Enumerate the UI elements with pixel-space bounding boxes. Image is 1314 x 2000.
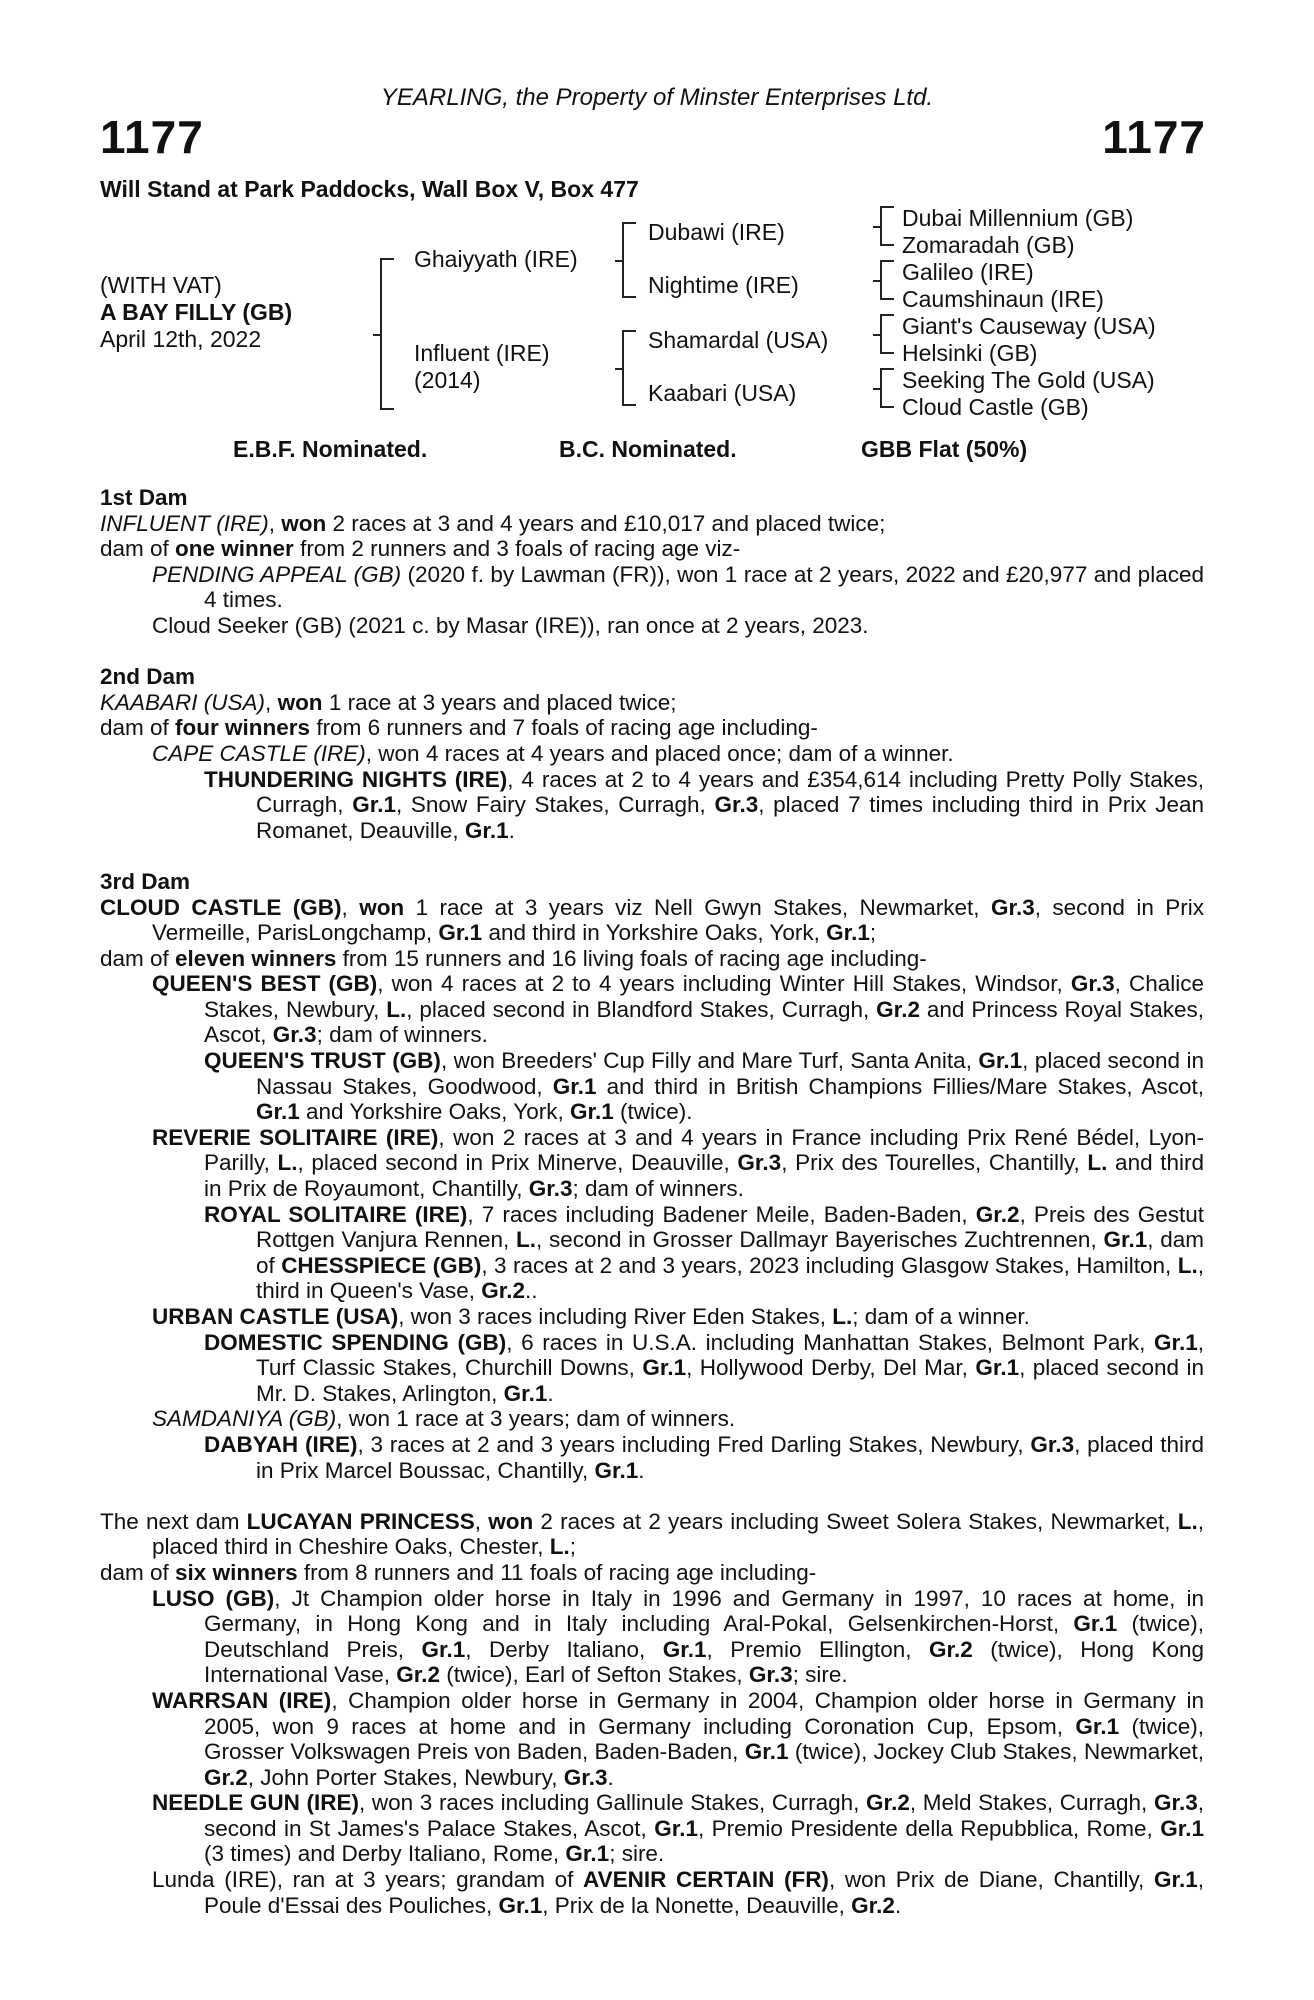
- pedigree-paragraph: ROYAL SOLITAIRE (IRE), 7 races including Badener Meile, Baden-Baden, Gr.2, Preis des Gestut Rottgen Vanjura Rennen, L., second in Grosser Dallmayr Bayerisches Zuchtrennen, Gr.1, dam of CHESSPIECE (GB), 3 races at 2 and 3 years, 2023 including Glasgow Stakes, Hamilton, L., third in Queen's Vase, Gr.2..: [204, 1201, 1205, 1304]
- dam-sire: Shamardal (USA): [648, 327, 829, 353]
- lot-number-right: 1177: [1102, 111, 1206, 163]
- pedigree-paragraph: KAABARI (USA), won 1 race at 3 years and placed twice;: [100, 689, 677, 715]
- pedigree-paragraph: DOMESTIC SPENDING (GB), 6 races in U.S.A. including Manhattan Stakes, Belmont Park, Gr.1, Turf Classic Stakes, Churchill Downs, Gr.1, Hollywood Derby, Del Mar, Gr.1, placed second in Mr. D. Stakes, Arlington, Gr.1.: [204, 1329, 1204, 1406]
- third-dam-text: [100, 895, 1204, 1484]
- dam-dam-dam: Cloud Castle (GB): [902, 394, 1089, 420]
- second-dam-text: [100, 690, 1204, 844]
- brace-sire-parents: [622, 222, 636, 298]
- sire-dam: Nightime (IRE): [648, 272, 799, 298]
- pedigree-paragraph: dam of one winner from 2 runners and 3 foals of racing age viz-: [100, 536, 741, 562]
- brace-first-generation: [380, 258, 394, 410]
- pedigree-paragraph: REVERIE SOLITAIRE (IRE), won 2 races at 3 and 4 years in France including Prix René Bédel, Lyon-Parilly, L., placed second in Prix Minerve, Deauville, Gr.3, Prix des Tourelles, Chantilly, L. and third in Prix de Royaumont, Chantilly, Gr.3; dam of winners.: [152, 1124, 1205, 1202]
- pedigree-paragraph: Cloud Seeker (GB) (2021 c. by Masar (IRE)), ran once at 2 years, 2023.: [152, 612, 869, 638]
- sire-sire-sire: Dubai Millennium (GB): [902, 205, 1134, 231]
- second-dam-heading: 2nd Dam: [100, 664, 196, 690]
- stand-location: Will Stand at Park Paddocks, Wall Box V, Box 477: [100, 176, 639, 202]
- pedigree-paragraph: DABYAH (IRE), 3 races at 2 and 3 years including Fred Darling Stakes, Newbury, Gr.3, placed third in Prix Marcel Boussac, Chantilly, Gr.1.: [204, 1431, 1205, 1483]
- pedigree-paragraph: dam of eleven winners from 15 runners and 16 living foals of racing age including-: [100, 945, 927, 971]
- dam-sire-sire: Giant's Causeway (USA): [902, 313, 1156, 339]
- sire-sire: Dubawi (IRE): [648, 219, 785, 245]
- vendor-subtitle: YEARLING, the Property of Minster Enterprises Ltd.: [380, 84, 934, 111]
- next-dam-text: [100, 1509, 1204, 1919]
- sire-sire-dam: Zomaradah (GB): [902, 232, 1075, 258]
- dam-name: Influent (IRE): [414, 340, 550, 366]
- first-dam-heading: 1st Dam: [100, 485, 188, 510]
- brace-ds-parents: [880, 314, 894, 354]
- pedigree-paragraph: URBAN CASTLE (USA), won 3 races including River Eden Stakes, L.; dam of a winner.: [152, 1304, 1030, 1329]
- pedigree-paragraph: WARRSAN (IRE), Champion older horse in Germany in 2004, Champion older horse in Germany in 2005, won 9 races at home and in Germany including Coronation Cup, Epsom, Gr.1 (twice), Grosser Volkswagen Preis von Baden, Baden-Baden, Gr.1 (twice), Jockey Club Stakes, Newmarket, Gr.2, John Porter Stakes, Newbury, Gr.3.: [152, 1687, 1205, 1790]
- lot-number-left: 1177: [100, 111, 204, 163]
- brace-ss-parents: [880, 206, 894, 246]
- brace-dam-parents: [622, 330, 636, 406]
- lot-horse-name: A BAY FILLY (GB): [100, 299, 293, 325]
- pedigree-paragraph: INFLUENT (IRE), won 2 races at 3 and 4 years and £10,017 and placed twice;: [100, 510, 886, 536]
- foaling-date: April 12th, 2022: [100, 326, 262, 352]
- pedigree-paragraph: LUSO (GB), Jt Champion older horse in Italy in 1996 and Germany in 1997, 10 races at home, in Germany, in Hong Kong and in Italy including Aral-Pokal, Gelsenkirchen-Horst, Gr.1 (twice), Deutschland Preis, Gr.1, Derby Italiano, Gr.1, Premio Ellington, Gr.2 (twice), Hong Kong International Vase, Gr.2 (twice), Earl of Sefton Stakes, Gr.3; sire.: [152, 1585, 1204, 1688]
- brace-sd-parents: [880, 260, 894, 300]
- third-dam-heading: 3rd Dam: [100, 868, 191, 894]
- sire-dam-sire: Galileo (IRE): [902, 259, 1034, 285]
- pedigree-notes: [100, 485, 1204, 1918]
- pedigree-paragraph: NEEDLE GUN (IRE), won 3 races including Gallinule Stakes, Curragh, Gr.2, Meld Stakes, Curragh, Gr.3, second in St James's Palace Stakes, Ascot, Gr.1, Premio Presidente della Repubblica, Rome, Gr.1 (3 times) and Derby Italiano, Rome, Gr.1; sire.: [152, 1790, 1205, 1867]
- dam-sire-dam: Helsinki (GB): [902, 340, 1038, 366]
- vat-note: (WITH VAT): [100, 272, 222, 298]
- pedigree-paragraph: CLOUD CASTLE (GB), won 1 race at 3 years viz Nell Gwyn Stakes, Newmarket, Gr.3, second in Prix Vermeille, ParisLongchamp, Gr.1 and third in Yorkshire Oaks, York, Gr.1;: [100, 894, 1204, 946]
- dam-year: (2014): [414, 367, 481, 393]
- pedigree-paragraph: THUNDERING NIGHTS (IRE), 4 races at 2 to 4 years and £354,614 including Pretty Polly Stakes, Curragh, Gr.1, Snow Fairy Stakes, Curragh, Gr.3, placed 7 times including third in Prix Jean Romanet, Deauville, Gr.1.: [204, 766, 1204, 843]
- ebf-nomination: E.B.F. Nominated.: [233, 436, 428, 462]
- sire-dam-dam: Caumshinaun (IRE): [902, 286, 1104, 312]
- pedigree-paragraph: Lunda (IRE), ran at 3 years; grandam of AVENIR CERTAIN (FR), won Prix de Diane, Chantilly, Gr.1, Poule d'Essai des Pouliches, Gr.1, Prix de la Nonette, Deauville, Gr.2.: [152, 1867, 1204, 1918]
- pedigree-paragraph: The next dam LUCAYAN PRINCESS, won 2 races at 2 years including Sweet Solera Stakes, Newmarket, L., placed third in Cheshire Oaks, Chester, L.;: [100, 1508, 1204, 1560]
- pedigree-paragraph: QUEEN'S BEST (GB), won 4 races at 2 to 4 years including Winter Hill Stakes, Windsor, Gr.3, Chalice Stakes, Newbury, L., placed second in Blandford Stakes, Curragh, Gr.2 and Princess Royal Stakes, Ascot, Gr.3; dam of winners.: [152, 971, 1204, 1048]
- pedigree-paragraph: dam of four winners from 6 runners and 7 foals of racing age including-: [100, 715, 818, 741]
- brace-dd-parents: [880, 368, 894, 408]
- pedigree-paragraph: dam of six winners from 8 runners and 11 foals of racing age including-: [100, 1559, 817, 1585]
- pedigree-paragraph: QUEEN'S TRUST (GB), won Breeders' Cup Filly and Mare Turf, Santa Anita, Gr.1, placed second in Nassau Stakes, Goodwood, Gr.1 and third in British Champions Fillies/Mare Stakes, Ascot, Gr.1 and Yorkshire Oaks, York, Gr.1 (twice).: [204, 1048, 1204, 1125]
- bc-nomination: B.C. Nominated.: [559, 436, 737, 462]
- pedigree-paragraph: CAPE CASTLE (IRE), won 4 races at 4 years and placed once; dam of a winner.: [152, 740, 954, 766]
- gbb-flat-note: GBB Flat (50%): [861, 436, 1028, 462]
- pedigree-paragraph: PENDING APPEAL (GB) (2020 f. by Lawman (FR)), won 1 race at 2 years, 2022 and £20,977 and placed 4 times.: [152, 561, 1204, 613]
- pedigree-paragraph: SAMDANIYA (GB), won 1 race at 3 years; dam of winners.: [152, 1406, 736, 1432]
- dam-dam-sire: Seeking The Gold (USA): [902, 367, 1155, 393]
- sire-name: Ghaiyyath (IRE): [414, 246, 578, 272]
- dam-dam: Kaabari (USA): [648, 380, 797, 406]
- first-dam-text: [100, 511, 1204, 639]
